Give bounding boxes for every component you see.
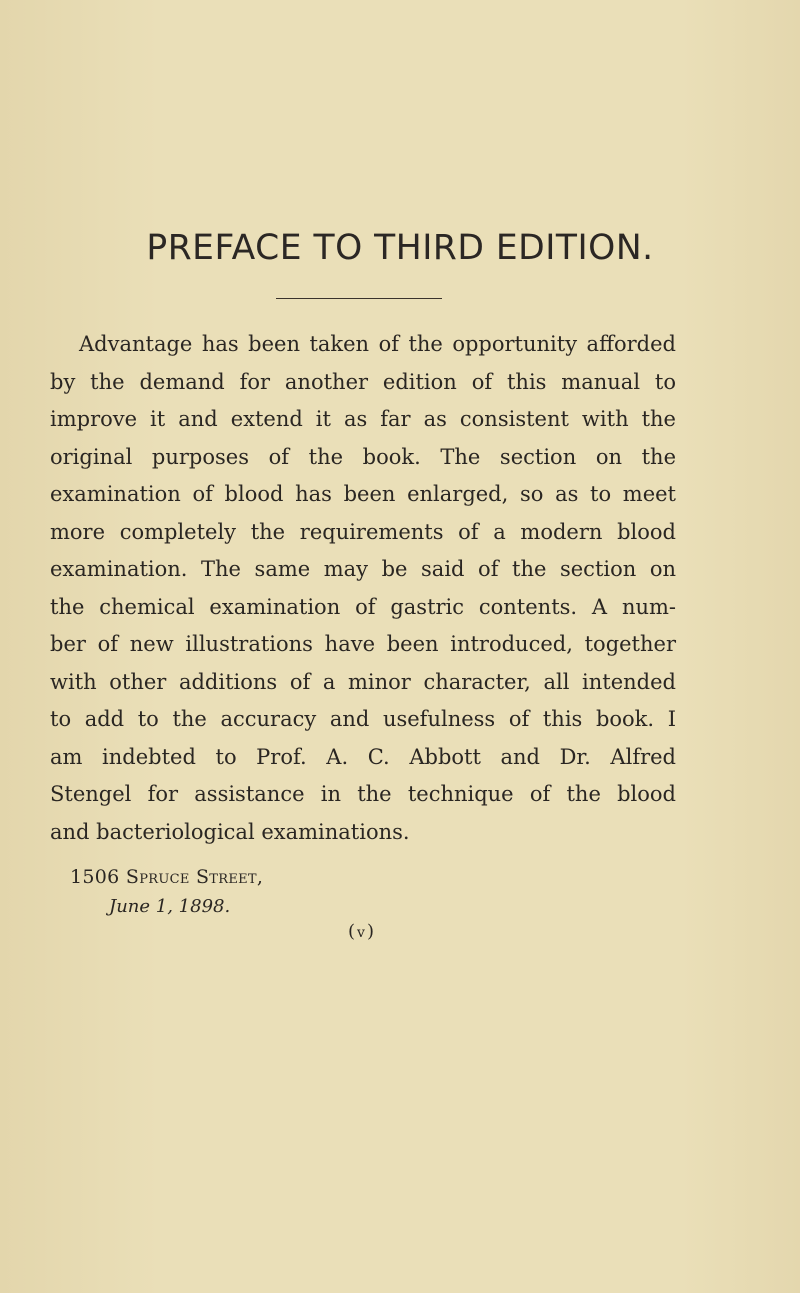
page-number-value: v	[357, 925, 365, 941]
paragraph-line: by the demand for another edition of this manual to	[50, 369, 676, 394]
paragraph-line: original purposes of the book. The section on the	[50, 444, 676, 469]
paragraph-line: and bacteriological examinations.	[50, 819, 410, 844]
signature-address: 1506 Spruce Street,	[70, 866, 264, 888]
paragraph-line: am indebted to Prof. A. C. Abbott and Dr. Alfred	[50, 744, 676, 769]
title-divider	[276, 298, 442, 299]
paragraph-line: to add to the accuracy and usefulness of this book. I	[50, 707, 676, 731]
paragraph-line: ber of new illustrations have been introduced, together	[50, 632, 676, 656]
page-title: PREFACE TO THIRD EDITION.	[146, 228, 654, 268]
signature-date: June 1, 1898.	[109, 896, 231, 917]
page-number	[348, 921, 374, 942]
paragraph-line: improve it and extend it as far as consistent with the	[50, 407, 676, 431]
page-number-close: )	[366, 921, 374, 942]
paragraph-line: Advantage has been taken of the opportunity afforded	[79, 332, 676, 356]
paragraph-line: more completely the requirements of a modern blood	[50, 519, 676, 544]
page-number-open: (	[348, 921, 356, 942]
preface-paragraph	[50, 326, 676, 851]
paragraph-line: Stengel for assistance in the technique of the blood	[50, 782, 676, 806]
paragraph-line: examination. The same may be said of the section on	[50, 557, 676, 581]
paragraph-line: examination of blood has been enlarged, so as to meet	[50, 482, 676, 506]
paragraph-line: with other additions of a minor character, all intended	[50, 669, 676, 694]
paragraph-line: the chemical examination of gastric contents. A num-	[50, 594, 676, 619]
